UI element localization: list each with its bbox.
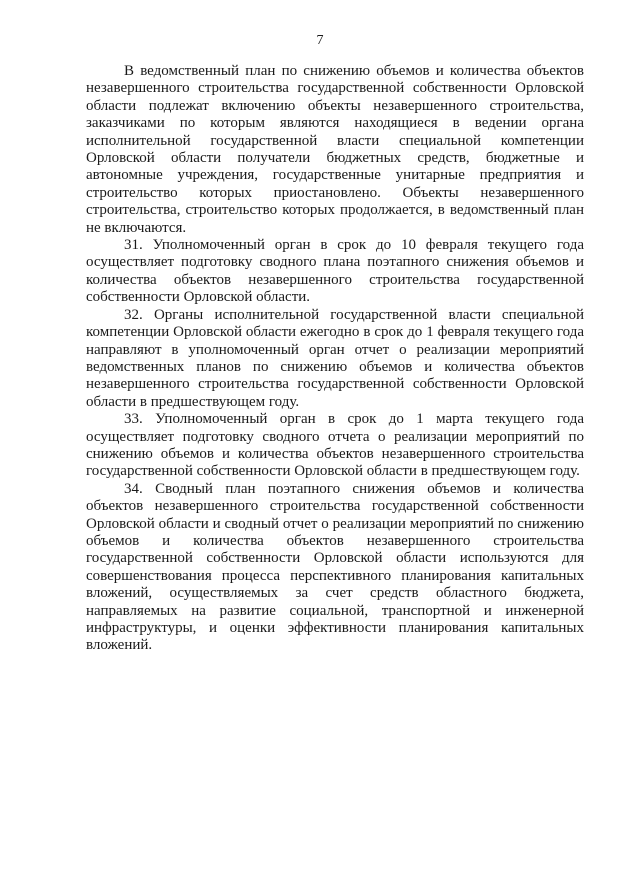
paragraph-34: 34. Сводный план поэтапного снижения объемов и количества объектов незавершенного строительства государственной собственности Орловской области и сводный отчет о реализации мероприятий по снижению объемов и количества объектов незавершенного строительства государственной собственности Орловской области используются для совершенствования процесса перспективного планирования капитальных вложений, осуществляемых за счет средств областного бюджета, направляемых на развитие социальной, транспортной и инженерной инфраструктуры, и оценки эффективности планирования капитальных вложений.: [86, 480, 584, 654]
document-body: [86, 63, 584, 655]
paragraph-32: 32. Органы исполнительной государственной власти специальной компетенции Орловской области ежегодно в срок до 1 февраля текущего года направляют в уполномоченный орган отчет о реализации мероприятий ведомственных планов по снижению объемов и количества объектов незавершенного строительства государственной собственности Орловской области в предшествующем году.: [86, 306, 584, 410]
paragraph-31: 31. Уполномоченный орган в срок до 10 февраля текущего года осуществляет подготовку сводного плана поэтапного снижения объемов и количества объектов незавершенного строительства государственной собственности Орловской области.: [86, 237, 584, 306]
paragraph-33: 33. Уполномоченный орган в срок до 1 марта текущего года осуществляет подготовку сводного отчета о реализации мероприятий по снижению объемов и количества объектов незавершенного строительства государственной собственности Орловской области в предшествующем году.: [86, 411, 584, 480]
page-number: 7: [316, 33, 324, 48]
paragraph-ministerial-plan: В ведомственный план по снижению объемов и количества объектов незавершенного строительства государственной собственности Орловской области подлежат включению объекты незавершенного строительства, заказчиками по которым являются находящиеся в ведении органа исполнительной государственной власти специальной компетенции Орловской области получатели бюджетных средств, бюджетные и автономные учреждения, государственные унитарные предприятия и строительство которых приостановлено. Объекты незавершенного строительства, строительство которых продолжается, в ведомственный план не включаются.: [86, 63, 584, 236]
